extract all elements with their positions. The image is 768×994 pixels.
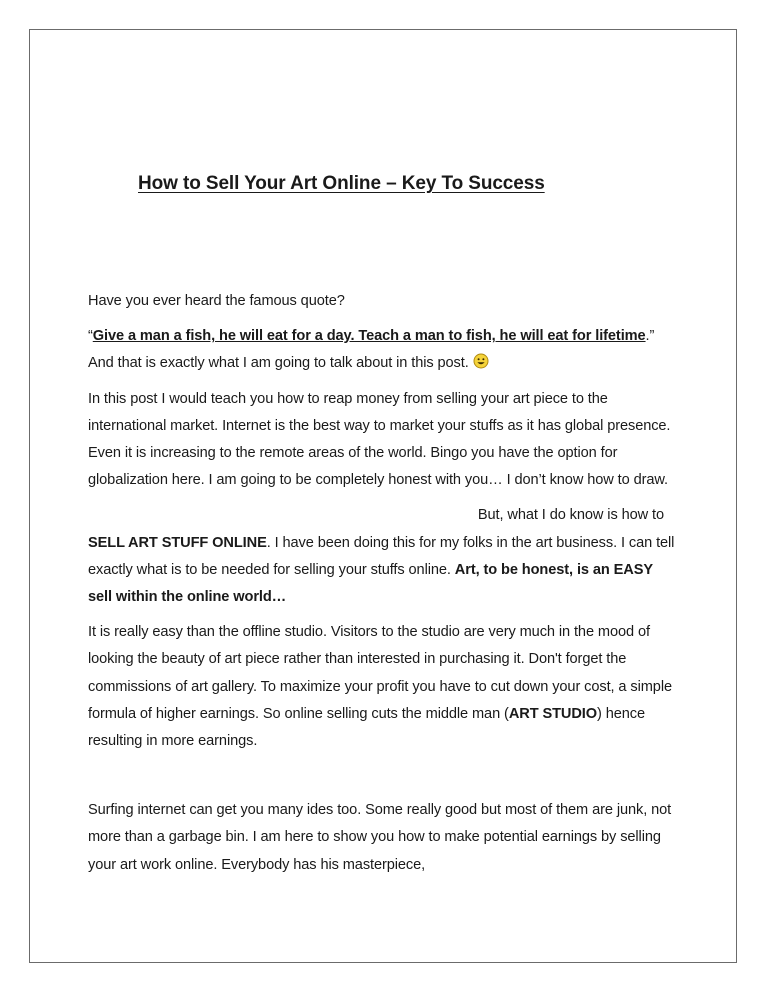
sell-lead: But, what I do know is how to <box>477 507 664 524</box>
open-quote: “ <box>88 328 93 345</box>
studio-bold: ART STUDIO <box>508 705 597 722</box>
paragraph-teach: In this post I would teach you how to reap money from selling your art piece to the international market. Internet is the best way to market your stuffs as it has global presence. Even it is increasing to the remote areas of the world. Bingo you have the option for globalization here. I am going to be completely honest with you… I don’t know how to draw. <box>88 390 671 489</box>
studio-end: ) hence resulting in more earnings. <box>88 705 645 750</box>
quote-text: Give a man a fish, he will eat for a day. Teach a man to fish, he will eat for lifetime <box>92 328 646 345</box>
paragraph-surfing: Surfing internet can get you many ides too. Some really good but most of them are junk, not more than a garbage bin. I am here to show you how to make potential earnings by selling your art work online. Everybody has his masterpiece, <box>88 802 672 873</box>
paragraph-sell <box>88 502 678 611</box>
quote-followup: .” And that is exactly what I am going to talk about in this post. <box>88 328 655 372</box>
sell-bold-conclusion: Art, to be honest, is an EASY sell within the online world… <box>88 561 653 606</box>
document-title: How to Sell Your Art Online – Key To Success <box>138 173 545 194</box>
paragraph-studio <box>88 619 678 755</box>
paragraph-gap <box>88 763 678 797</box>
sell-bold-phrase: SELL ART STUFF ONLINE <box>88 534 267 551</box>
paragraph-intro: Have you ever heard the famous quote? <box>88 293 345 309</box>
smiley-face-icon <box>473 353 489 369</box>
document-body <box>88 288 678 887</box>
sell-middle: . I have been doing this for my folks in the art business. I can tell exactly what is to be needed for selling your stuffs online. <box>88 534 675 578</box>
paragraph-quote <box>88 323 678 377</box>
studio-text: It is really easy than the offline studio. Visitors to the studio are very much in the mood of looking the beauty of art piece rather than interested in purchasing it. Don't forget the commissions of art gallery. To maximize your profit you have to cut down your cost, a simple formula of higher earnings. So online selling cuts the middle man ( <box>88 624 672 722</box>
